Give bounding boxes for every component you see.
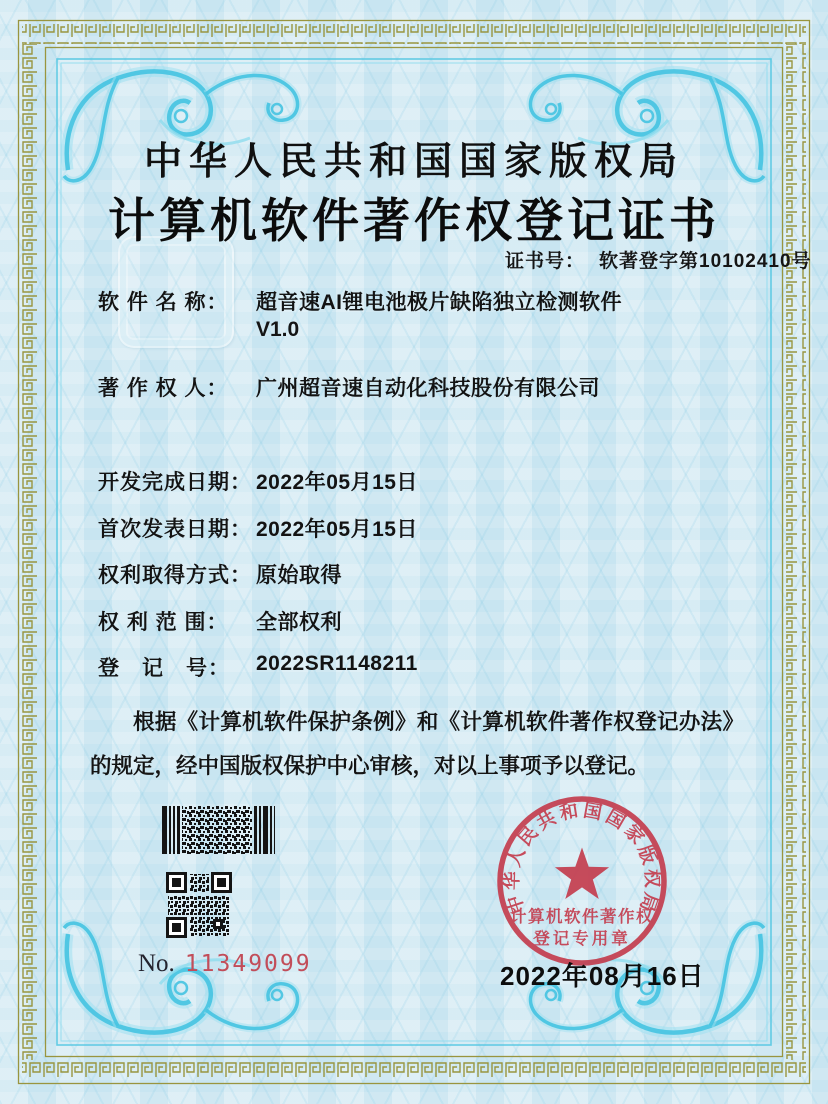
qr-code-icon [166, 872, 232, 938]
authority-title: 中华人民共和国国家版权局 [143, 141, 684, 183]
field-label: 权 利 范 围： [98, 611, 229, 634]
field-label: 软 件 名 称： [98, 291, 229, 314]
field-completion-date [98, 466, 418, 496]
field-value: 全部权利 [256, 611, 342, 634]
issue-date: 2022年08月16日 [500, 961, 705, 991]
field-label: 著 作 权 人： [98, 377, 229, 400]
qr-finder-bottom-left [166, 917, 187, 938]
serial-number-value: 11349099 [184, 951, 312, 977]
registration-statement: 根据《计算机软件保护条例》和《计算机软件著作权登记办法》的规定，经中国版权保护中心审核，对以上事项予以登记。 [90, 710, 744, 778]
field-rights-scope [98, 606, 342, 636]
red-star-icon [555, 848, 609, 900]
certificate-number-value: 软著登字第10102410号 [599, 251, 812, 272]
pdf417-barcode-icon [162, 806, 282, 854]
qr-finder-top-left [166, 872, 187, 893]
certificate-number-line [505, 246, 812, 273]
qr-finder-top-right [211, 872, 232, 893]
seal-ring-text: 中华人民共和国国家版权局 [500, 799, 664, 918]
field-rights-acquisition [98, 559, 342, 589]
field-label: 首次发表日期： [98, 518, 252, 541]
certificate-number-label: 证书号： [505, 251, 586, 272]
seal-line2: 登记专用章 [533, 930, 631, 948]
field-label: 登 记 号： [98, 657, 230, 680]
field-label: 开发完成日期： [98, 471, 252, 494]
field-value: 2022SR1148211 [256, 652, 418, 675]
field-value: 2022年05月15日 [256, 471, 418, 494]
field-first-publication-date [98, 513, 418, 543]
field-software-name [98, 286, 622, 316]
serial-number-label: No. [138, 950, 175, 977]
field-copyright-owner [98, 372, 600, 402]
field-value: 广州超音速自动化科技股份有限公司 [256, 377, 600, 400]
field-label: 权利取得方式： [98, 564, 252, 587]
field-value: 超音速AI锂电池极片缺陷独立检测软件 [256, 291, 622, 314]
field-software-version: V1.0 [256, 318, 300, 341]
serial-number-line [138, 950, 312, 978]
seal-line1: 计算机软件著作权 [510, 908, 654, 926]
field-value: 2022年05月15日 [256, 518, 418, 541]
field-registration-number [98, 652, 418, 682]
field-value: 原始取得 [256, 564, 342, 587]
certificate-title: 计算机软件著作权登记证书 [108, 196, 720, 248]
